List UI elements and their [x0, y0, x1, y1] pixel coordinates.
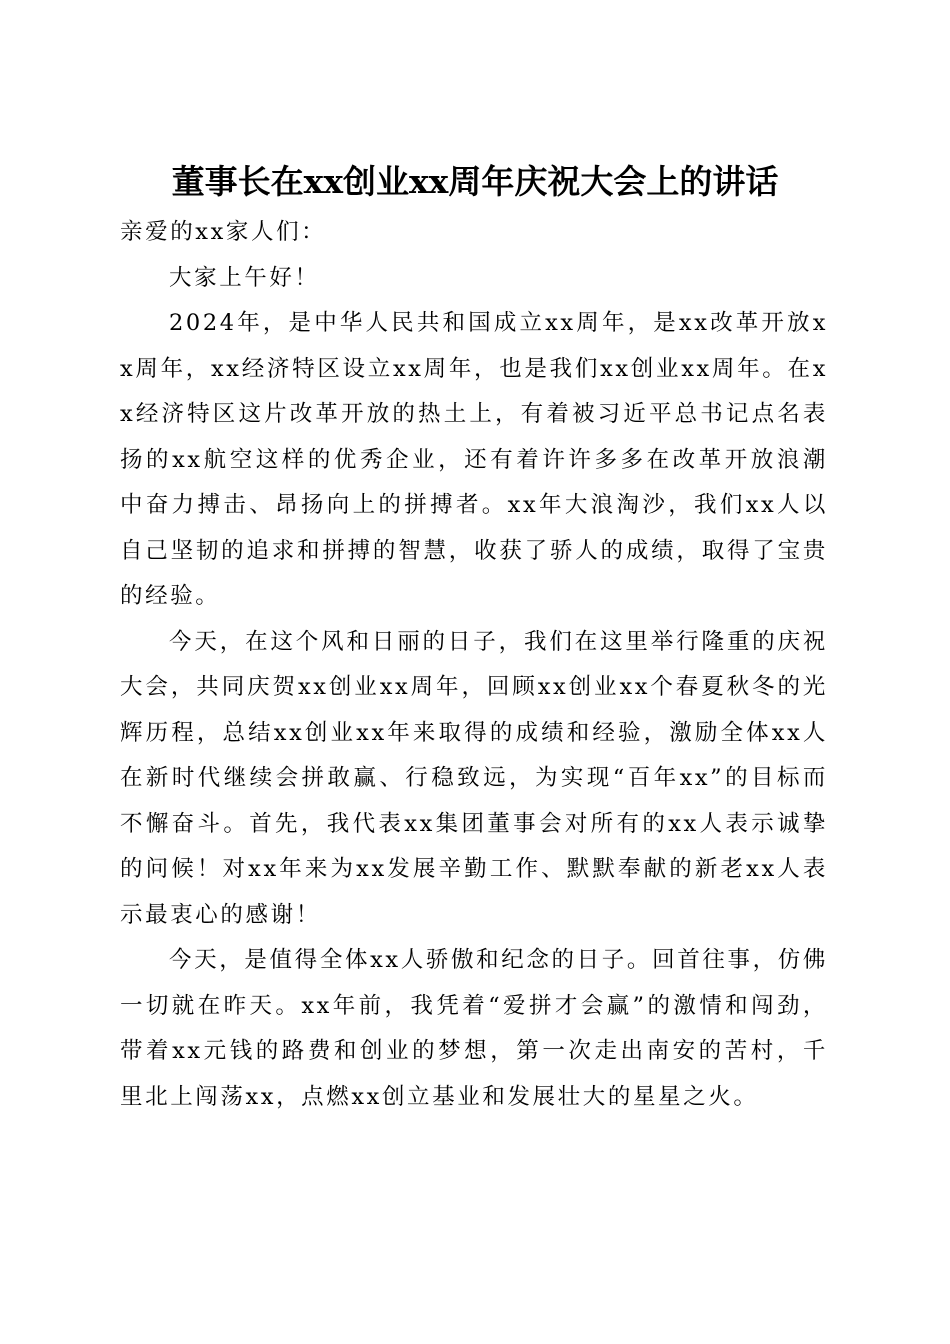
document-body: [120, 210, 828, 1120]
paragraph: 今天，是值得全体xx人骄傲和纪念的日子。回首往事，仿佛一切就在昨天。xx年前，我凭着“爱拼才会赢”的激情和闯劲，带着xx元钱的路费和创业的梦想，第一次走出南安的苦村，千里北上闯荡xx，点燃xx创立基业和发展壮大的星星之火。: [120, 947, 828, 1110]
document-title: 董事长在xx创业xx周年庆祝大会上的讲话: [171, 162, 779, 202]
paragraph: 今天，在这个风和日丽的日子，我们在这里举行隆重的庆祝大会，共同庆贺xx创业xx周年，回顾xx创业xx个春夏秋冬的光辉历程，总结xx创业xx年来取得的成绩和经验，激励全体xx人在新时代继续会拼敢赢、行稳致远，为实现“百年xx”的目标而不懈奋斗。首先，我代表xx集团董事会对所有的xx人表示诚挚的问候！对xx年来为xx发展辛勤工作、默默奉献的新老xx人表示最衷心的感谢！: [120, 628, 828, 928]
greeting: 大家上午好！: [169, 264, 320, 291]
salutation: 亲爱的xx家人们：: [120, 219, 327, 245]
paragraph: 2024年，是中华人民共和国成立xx周年，是xx改革开放xx周年，xx经济特区设立xx周年，也是我们xx创业xx周年。在xx经济特区这片改革开放的热土上，有着被习近平总书记点名表扬的xx航空这样的优秀企业，还有着许许多多在改革开放浪潮中奋力搏击、昂扬向上的拼搏者。xx年大浪淘沙，我们xx人以自己坚韧的追求和拼搏的智慧，收获了骄人的成绩，取得了宝贵的经验。: [120, 310, 828, 609]
